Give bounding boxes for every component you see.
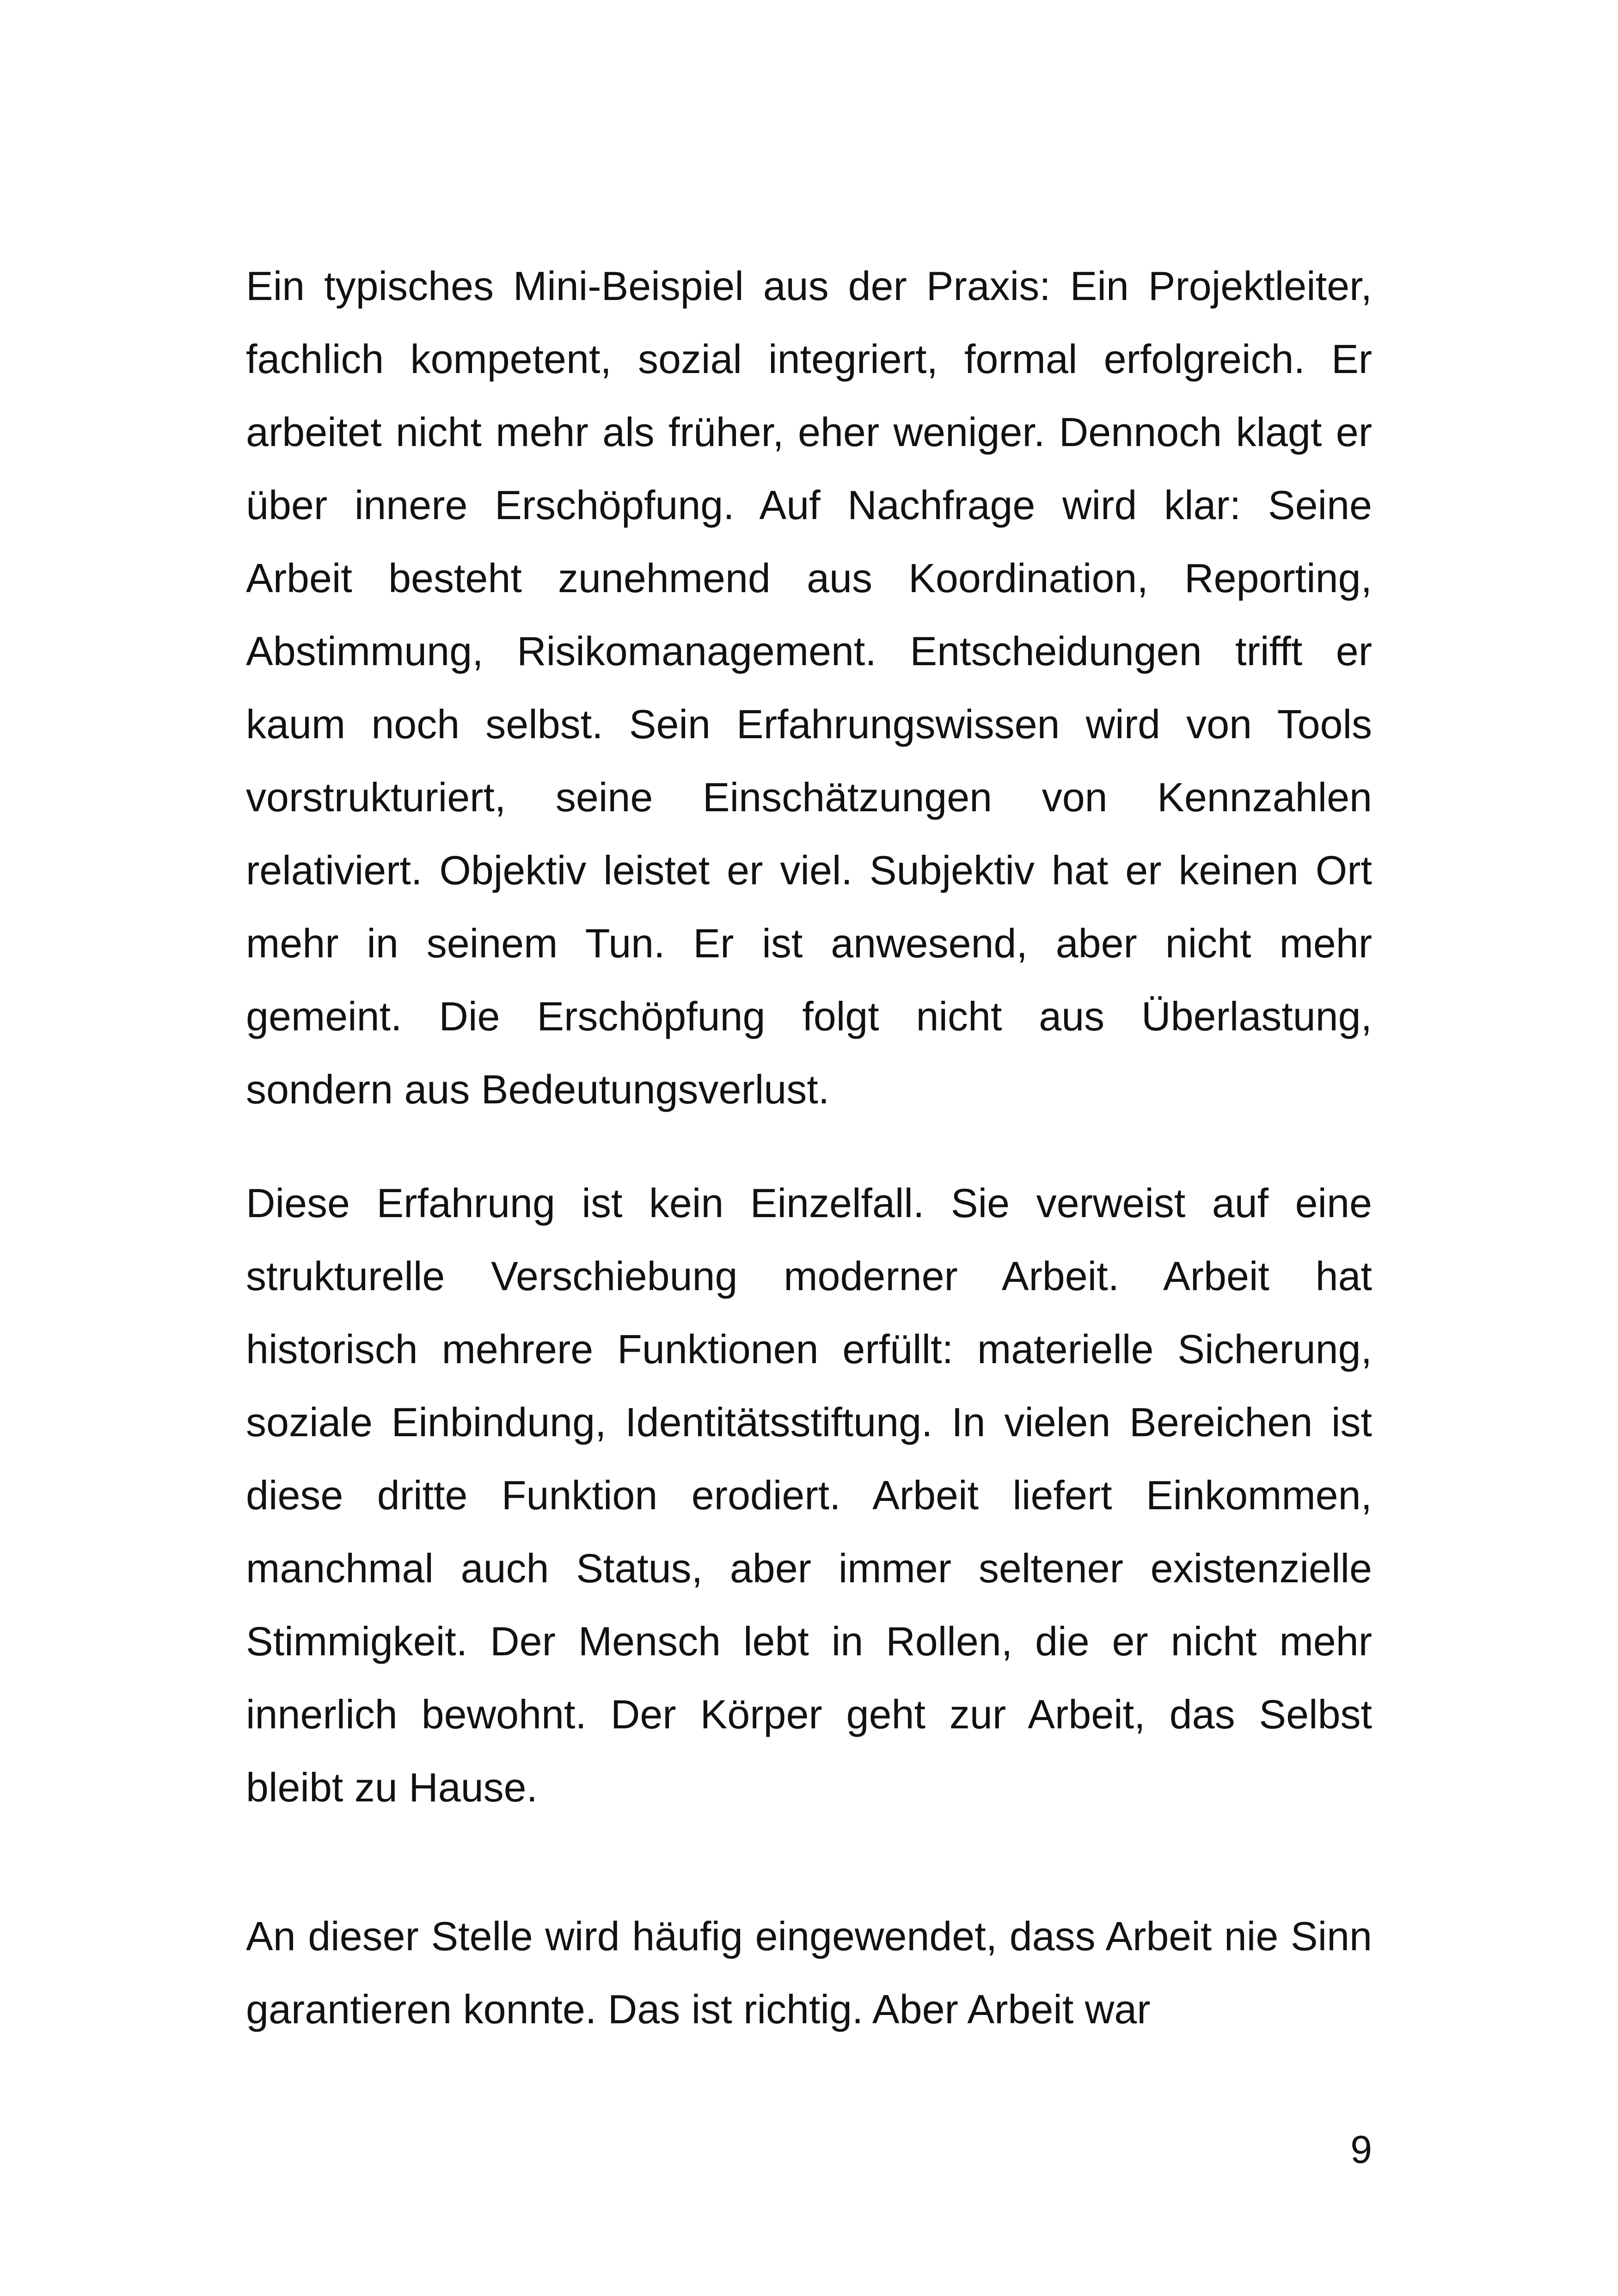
paragraph-1: Ein typisches Mini-Beispiel aus der Praxis: Ein Projektleiter, fachlich kompetent, sozial integriert, formal erfolgreich. Er arbeitet nicht mehr als früher, eher weniger. Dennoch klagt er über innere Erschöpfung. Auf Nachfrage wird klar: Seine Arbeit besteht zunehmend aus Koordination, Reporting, Abstimmung, Risikomanagement. Entscheidungen trifft er kaum noch selbst. Sein Erfahrungswissen wird von Tools vorstrukturiert, seine Einschätzungen von Kennzahlen relativiert. Objektiv leistet er viel. Subjektiv hat er keinen Ort mehr in seinem Tun. Er ist anwesend, aber nicht mehr gemeint. Die Erschöpfung folgt nicht aus Überlastung, sondern aus Bedeutungsverlust. bbox=[246, 263, 1372, 1112]
page-number: 9 bbox=[1350, 2128, 1372, 2171]
paragraph-3: An dieser Stelle wird häufig eingewendet, dass Arbeit nie Sinn garantieren konnte. Das ist richtig. Aber Arbeit war bbox=[246, 1913, 1372, 2032]
paragraph-2: Diese Erfahrung ist kein Einzelfall. Sie verweist auf eine strukturelle Verschiebung moderner Arbeit. Arbeit hat historisch mehrere Funktionen erfüllt: materielle Sicherung, soziale Einbindung, Identitätsstiftung. In vielen Bereichen ist diese dritte Funktion erodiert. Arbeit liefert Einkommen, manchmal auch Status, aber immer seltener existenzielle Stimmigkeit. Der Mensch lebt in Rollen, die er nicht mehr innerlich bewohnt. Der Körper geht zur Arbeit, das Selbst bleibt zu Hause. bbox=[246, 1180, 1372, 1810]
